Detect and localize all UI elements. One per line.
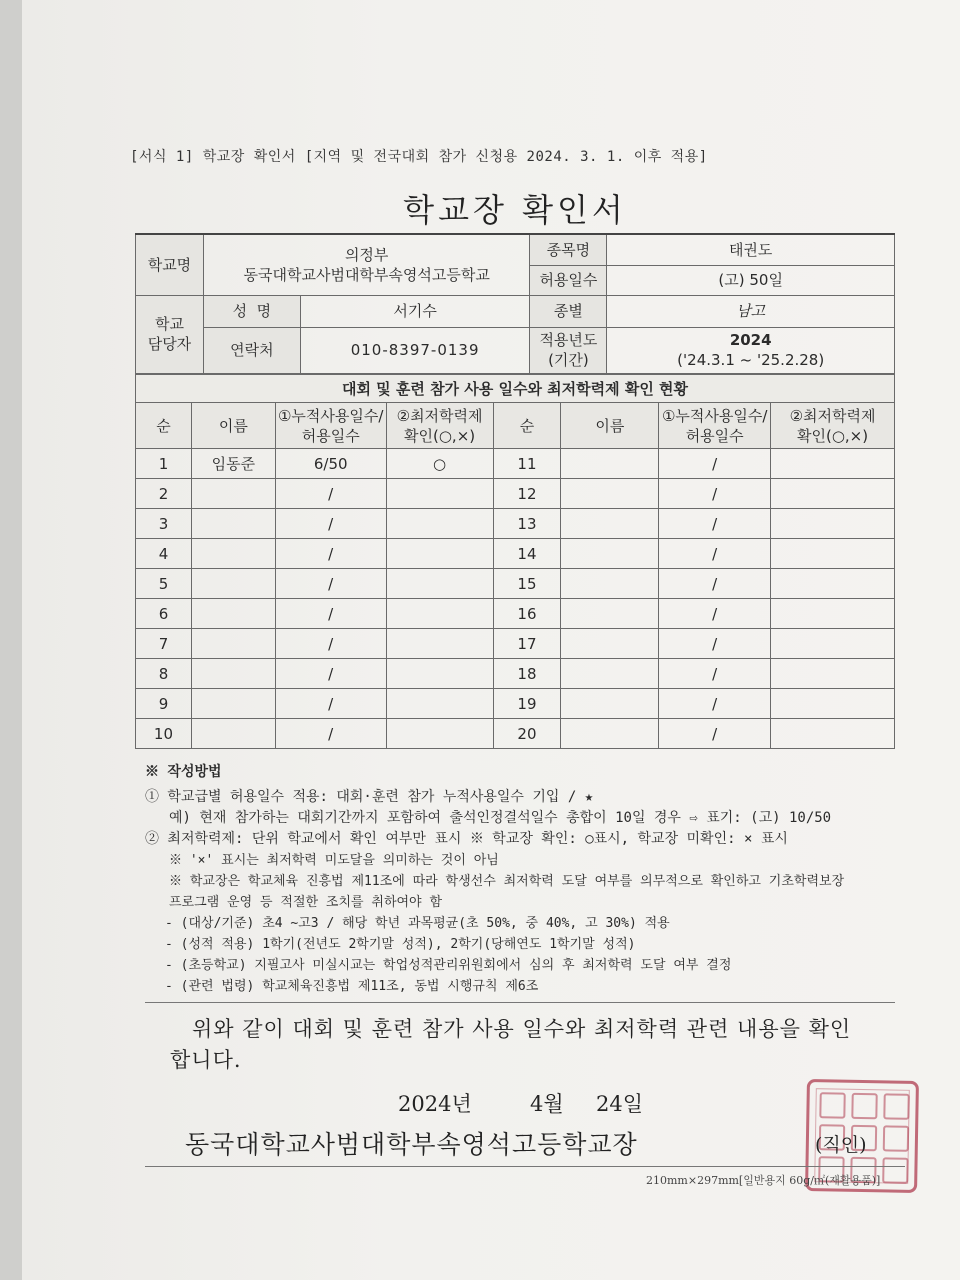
- manager-name: 서기수: [300, 295, 530, 327]
- period-text: ('24.3.1 ~ '25.2.28): [677, 351, 825, 369]
- cell-days-right: /: [659, 629, 771, 659]
- cell-no: 3: [136, 509, 192, 539]
- cell-check-right: [771, 599, 895, 629]
- allowed-days-value: (고) 50일: [607, 265, 895, 295]
- cell-no-right: 13: [493, 509, 561, 539]
- principal-title: 동국대학교사범대학부속영석고등학교장: [185, 1130, 638, 1159]
- confirmation-line1: 위와 같이 대회 및 훈련 참가 사용 일수와 최저학력 관련 내용을 확인: [192, 1017, 852, 1041]
- cell-no: 8: [136, 659, 192, 689]
- year-label-line1: 적용년도: [539, 331, 598, 349]
- cell-check-right: [771, 659, 895, 689]
- notes-dash4: - (관련 법령) 학교체육진흥법 제11조, 동법 시행규칙 제6조: [165, 979, 539, 994]
- cell-name-right: [561, 689, 659, 719]
- notes-item1: ① 학교급별 허용일수 적용: 대회·훈련 참가 누적사용일수 기입 / ★: [145, 789, 594, 805]
- cell-check-right: [771, 509, 895, 539]
- col-header-name-right: 이름: [561, 403, 659, 449]
- cell-days-right: /: [659, 449, 771, 479]
- cell-check: [386, 629, 493, 659]
- cell-name-right: [561, 659, 659, 689]
- col-header-check-right-line1: ②최저학력제: [789, 406, 876, 425]
- cell-no-right: 17: [493, 629, 561, 659]
- col-header-name: 이름: [191, 403, 275, 449]
- category-value: 남고: [607, 295, 895, 327]
- table-row: [136, 659, 895, 689]
- year-label-line2: (기간): [548, 351, 589, 369]
- cell-days: /: [275, 599, 386, 629]
- cell-check-right: [771, 569, 895, 599]
- cell-name: [191, 569, 275, 599]
- table-row: [136, 569, 895, 599]
- cell-no-right: 12: [493, 479, 561, 509]
- cell-days-right: /: [659, 479, 771, 509]
- cell-no: 4: [136, 539, 192, 569]
- cell-name: [191, 629, 275, 659]
- notes-sub2: ※ 학교장은 학교체육 진흥법 제11조에 따라 학생선수 최저학력 도달 여부를 의무적으로 확인하고 기초학력보장: [169, 874, 845, 889]
- col-header-check-right-line2: 확인(○,×): [796, 426, 869, 445]
- cell-days: /: [275, 479, 386, 509]
- col-header-no-right: 순: [493, 403, 561, 449]
- date-day: 24일: [596, 1092, 644, 1116]
- table-row: [136, 599, 895, 629]
- cell-check-right: [771, 449, 895, 479]
- year-value: [607, 327, 895, 373]
- cell-check: [386, 509, 493, 539]
- cell-name-right: [561, 629, 659, 659]
- cell-days-right: /: [659, 599, 771, 629]
- seal-glyph: [883, 1093, 909, 1119]
- table-row: [136, 479, 895, 509]
- school-name-line2: 동국대학교사범대학부속영석고등학교: [243, 265, 490, 284]
- cell-check-right: [771, 719, 895, 749]
- sport-label: 종목명: [530, 234, 607, 265]
- cell-name: [191, 659, 275, 689]
- notes-sub1: ※ '×' 표시는 최저학력 미도달을 의미하는 것이 아님: [169, 853, 499, 868]
- cell-no: 6: [136, 599, 192, 629]
- table-row: [136, 539, 895, 569]
- col-header-check: [386, 403, 493, 449]
- school-label: 학교명: [136, 234, 204, 295]
- school-info-table: [135, 233, 895, 374]
- cell-check: ○: [386, 449, 493, 479]
- table-row: [136, 629, 895, 659]
- col-header-days-right: [659, 403, 771, 449]
- cell-name: [191, 509, 275, 539]
- col-header-check-right: [771, 403, 895, 449]
- cell-days-right: /: [659, 509, 771, 539]
- status-table: [135, 374, 895, 749]
- cell-days-right: /: [659, 569, 771, 599]
- col-header-days-line1: ①누적사용일수/: [277, 406, 384, 425]
- cell-name-right: [561, 719, 659, 749]
- manager-label-line1: 학교: [154, 315, 184, 333]
- status-table-heading: 대회 및 훈련 참가 사용 일수와 최저학력제 확인 현황: [136, 375, 895, 403]
- cell-name: 임동준: [191, 449, 275, 479]
- confirmation-statement: [170, 1014, 890, 1076]
- date-year: 2024년: [398, 1092, 472, 1116]
- cell-no-right: 18: [493, 659, 561, 689]
- seal-label: (직인): [815, 1134, 867, 1156]
- cell-name: [191, 689, 275, 719]
- contact-label: 연락처: [203, 327, 300, 373]
- cell-days-right: /: [659, 539, 771, 569]
- cell-name-right: [561, 569, 659, 599]
- col-header-check-line1: ②최저학력제: [396, 406, 483, 425]
- table-row: [136, 449, 895, 479]
- notes-title: ※ 작성방법: [145, 764, 222, 780]
- seal-glyph: [883, 1125, 909, 1151]
- seal-glyph: [882, 1157, 908, 1183]
- cell-no: 10: [136, 719, 192, 749]
- cell-days: 6/50: [275, 449, 386, 479]
- table-row: [136, 719, 895, 749]
- col-header-days-right-line1: ①누적사용일수/: [661, 406, 768, 425]
- col-header-days: [275, 403, 386, 449]
- notes-sub2-cont: 프로그램 운영 등 적절한 조치를 취하여야 함: [169, 895, 443, 910]
- cell-check: [386, 659, 493, 689]
- cell-days: /: [275, 629, 386, 659]
- bottom-rule: [145, 1166, 905, 1167]
- cell-check-right: [771, 539, 895, 569]
- school-name-line1: 의정부: [344, 245, 389, 264]
- seal-glyph: [819, 1092, 845, 1118]
- col-header-no: 순: [136, 403, 192, 449]
- cell-no-right: 20: [493, 719, 561, 749]
- cell-name-right: [561, 539, 659, 569]
- cell-no-right: 11: [493, 449, 561, 479]
- contact-value: 010-8397-0139: [300, 327, 530, 373]
- table-row: [136, 689, 895, 719]
- cell-check: [386, 479, 493, 509]
- notes-dash2: - (성적 적용) 1학기(전년도 2학기말 성적), 2학기(당해연도 1학기말 성적): [165, 937, 636, 952]
- form-caption: [서식 1] 학교장 확인서 [지역 및 전국대회 참가 신청용 2024. 3. 1. 이후 적용]: [130, 149, 708, 165]
- cell-no: 5: [136, 569, 192, 599]
- cell-no: 7: [136, 629, 192, 659]
- cell-check: [386, 719, 493, 749]
- confirmation-line2: 합니다.: [170, 1048, 242, 1072]
- cell-days: /: [275, 569, 386, 599]
- cell-name: [191, 479, 275, 509]
- cell-no: 2: [136, 479, 192, 509]
- allowed-days-label: 허용일수: [530, 265, 607, 295]
- cell-days-right: /: [659, 689, 771, 719]
- cell-no: 1: [136, 449, 192, 479]
- cell-days: /: [275, 719, 386, 749]
- school-name: [203, 234, 530, 295]
- notes-item1-example: 예) 현재 참가하는 대회기간까지 포함하여 출석인정결석일수 총합이 10일 경우 ⇨ 표기: (고) 10/50: [169, 810, 832, 826]
- cell-name-right: [561, 599, 659, 629]
- cell-days-right: /: [659, 719, 771, 749]
- cell-check: [386, 539, 493, 569]
- cell-name-right: [561, 479, 659, 509]
- divider: [145, 1002, 895, 1003]
- manager-label: [136, 295, 204, 373]
- cell-no-right: 15: [493, 569, 561, 599]
- col-header-days-line2: 허용일수: [301, 426, 360, 445]
- cell-no: 9: [136, 689, 192, 719]
- cell-no-right: 16: [493, 599, 561, 629]
- category-label: 종별: [530, 295, 607, 327]
- cell-name-right: [561, 509, 659, 539]
- table-row: [136, 509, 895, 539]
- cell-days-right: /: [659, 659, 771, 689]
- col-header-check-line2: 확인(○,×): [404, 426, 476, 445]
- document-title: 학교장 확인서: [403, 191, 627, 229]
- notes-dash1: - (대상/기준) 초4 ~고3 / 해당 학년 과목평균(초 50%, 중 40%, 고 30%) 적용: [165, 916, 670, 931]
- cell-days: /: [275, 689, 386, 719]
- cell-days: /: [275, 659, 386, 689]
- cell-name-right: [561, 449, 659, 479]
- paper-spec-footer: 210mm×297mm[일반용지 60g/㎡(재활용품)]: [646, 1174, 881, 1187]
- cell-name: [191, 719, 275, 749]
- cell-days: /: [275, 539, 386, 569]
- seal-glyph: [851, 1093, 877, 1119]
- cell-check-right: [771, 479, 895, 509]
- cell-check: [386, 599, 493, 629]
- cell-name: [191, 599, 275, 629]
- year-label: [530, 327, 607, 373]
- col-header-days-right-line2: 허용일수: [685, 426, 744, 445]
- sport-value: 태권도: [607, 234, 895, 265]
- cell-no-right: 14: [493, 539, 561, 569]
- notes-item2: ② 최저학력제: 단위 학교에서 확인 여부만 표시 ※ 학교장 확인: ○표시, 학교장 미확인: × 표시: [145, 831, 788, 847]
- cell-name: [191, 539, 275, 569]
- cell-check-right: [771, 629, 895, 659]
- cell-check: [386, 569, 493, 599]
- notes-dash3: - (초등학교) 지필고사 미실시교는 학업성적관리위원회에서 심의 후 최저학력 도달 여부 결정: [165, 958, 732, 973]
- cell-check-right: [771, 689, 895, 719]
- cell-check: [386, 689, 493, 719]
- manager-label-line2: 담당자: [147, 335, 192, 353]
- cell-no-right: 19: [493, 689, 561, 719]
- date-month: 4월: [530, 1092, 564, 1116]
- name-label: 성 명: [203, 295, 300, 327]
- cell-days: /: [275, 509, 386, 539]
- writing-instructions: [145, 762, 905, 997]
- year-text: 2024: [729, 331, 772, 349]
